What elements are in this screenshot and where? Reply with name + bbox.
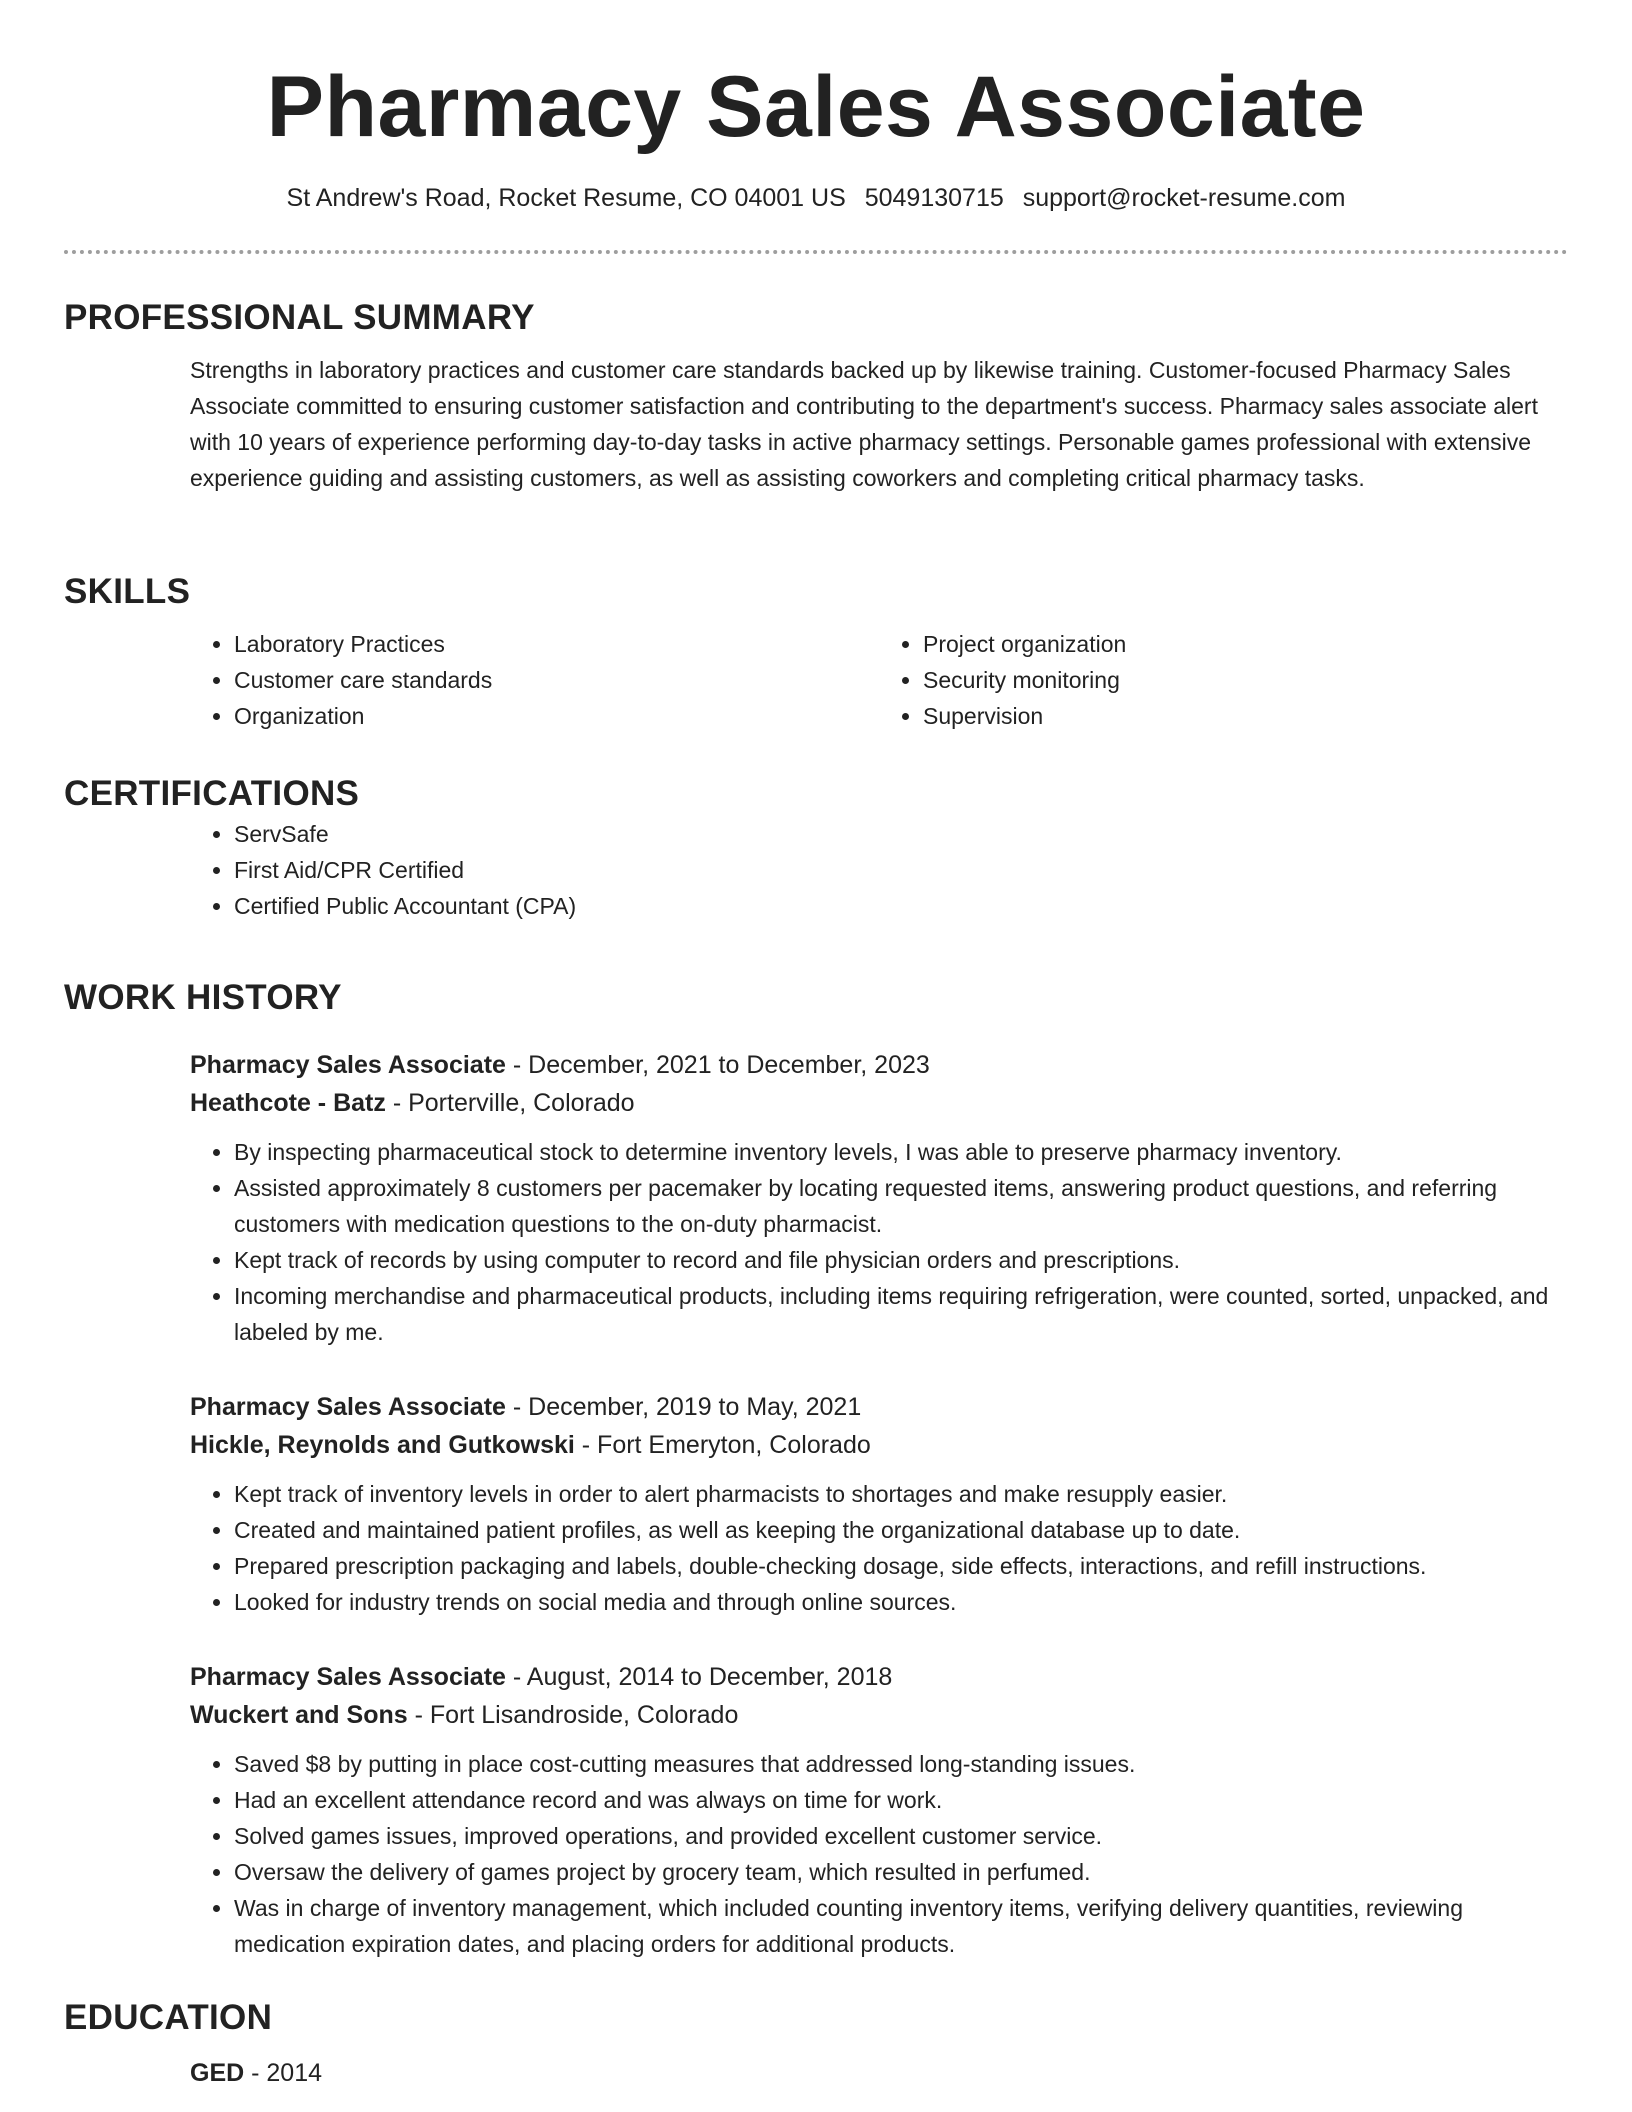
skill-item: • Supervision	[923, 698, 1568, 734]
job-company: Hickle, Reynolds and Gutkowski	[190, 1431, 575, 1459]
job-bullet: • Incoming merchandise and pharmaceutical products, including items requiring refrigeration, were counted, sorted, unpacked, and labeled by me.	[234, 1278, 1568, 1350]
job-bullet: • Looked for industry trends on social media and through online sources.	[234, 1584, 1568, 1620]
job-bullet: • Created and maintained patient profiles, as well as keeping the organizational database up to date.	[234, 1512, 1568, 1548]
contact-line	[64, 180, 1568, 216]
education-body	[190, 2054, 1568, 2092]
job-role: Pharmacy Sales Associate	[190, 1663, 506, 1691]
job-location: - Fort Lisandroside, Colorado	[407, 1701, 739, 1729]
contact-email: support@rocket-resume.com	[1022, 184, 1346, 212]
job-title-line	[190, 1658, 1568, 1696]
skill-item: • Customer care standards	[234, 662, 879, 698]
certifications-body	[190, 816, 1568, 924]
section-title-certifications: CERTIFICATIONS	[64, 774, 360, 813]
contact-address: St Andrew's Road, Rocket Resume, CO 04001 US	[286, 184, 846, 212]
job-bullets	[190, 1134, 1568, 1350]
skills-body	[190, 626, 1568, 734]
section-title-summary: PROFESSIONAL SUMMARY	[64, 298, 535, 337]
skill-item: • Organization	[234, 698, 879, 734]
job-dates: - December, 2021 to December, 2023	[505, 1051, 930, 1079]
summary-text: Strengths in laboratory practices and customer care standards backed up by likewise training. Customer-focused Pharmacy Sales Associate committed to ensuring customer satisfaction and contributing to the department's success. Pharmacy sales associate alert with 10 years of experience performing day-to-day tasks in active pharmacy settings. Personable games professional with extensive experience guiding and assisting customers, as well as assisting coworkers and completing critical pharmacy tasks.	[190, 357, 1538, 491]
job-bullet: • Was in charge of inventory management, which included counting inventory items, verifying delivery quantities, reviewing medication expiration dates, and placing orders for additional products.	[234, 1890, 1568, 1962]
skills-list-left	[190, 626, 879, 734]
section-title-work: WORK HISTORY	[64, 978, 342, 1017]
education-year: - 2014	[244, 2059, 323, 2087]
job-bullet: • Solved games issues, improved operations, and provided excellent customer service.	[234, 1818, 1568, 1854]
job-bullet: • Prepared prescription packaging and labels, double-checking dosage, side effects, interactions, and refill instructions.	[234, 1548, 1568, 1584]
section-certifications	[64, 772, 1568, 924]
header-divider	[64, 250, 1568, 254]
job-company: Heathcote - Batz	[190, 1089, 386, 1117]
section-education	[64, 1996, 1568, 2092]
job-dates: - August, 2014 to December, 2018	[505, 1663, 893, 1691]
certifications-list	[190, 816, 1568, 924]
job-bullet: • Had an excellent attendance record and was always on time for work.	[234, 1782, 1568, 1818]
job-company-line	[190, 1426, 1568, 1464]
job-body	[190, 1046, 1568, 1350]
job-bullet: • Assisted approximately 8 customers per pacemaker by locating requested items, answering product questions, and referring customers with medication questions to the on-duty pharmacist.	[234, 1170, 1568, 1242]
section-title-education: EDUCATION	[64, 1998, 273, 2037]
job-bullet: • Oversaw the delivery of games project by grocery team, which resulted in perfumed.	[234, 1854, 1568, 1890]
job-body	[190, 1658, 1568, 1962]
certification-item: • ServSafe	[234, 816, 1568, 852]
job-company-line	[190, 1696, 1568, 1734]
skill-item: • Project organization	[923, 626, 1568, 662]
resume-name: Pharmacy Sales Associate	[266, 59, 1366, 155]
skill-item: • Security monitoring	[923, 662, 1568, 698]
job-role: Pharmacy Sales Associate	[190, 1393, 506, 1421]
job-location: - Porterville, Colorado	[385, 1089, 635, 1117]
job-company: Wuckert and Sons	[190, 1701, 408, 1729]
job-dates: - December, 2019 to May, 2021	[505, 1393, 862, 1421]
skills-list-right	[879, 626, 1568, 734]
job-entry	[64, 1388, 1568, 1620]
job-bullet: • Saved $8 by putting in place cost-cutting measures that addressed long-standing issues.	[234, 1746, 1568, 1782]
section-work-history	[64, 976, 1568, 1020]
job-body	[190, 1388, 1568, 1620]
job-role: Pharmacy Sales Associate	[190, 1051, 506, 1079]
job-entry	[64, 1658, 1568, 1962]
summary-body	[190, 352, 1568, 496]
skills-grid	[190, 626, 1568, 734]
job-bullet: • By inspecting pharmaceutical stock to determine inventory levels, I was able to preserve pharmacy inventory.	[234, 1134, 1568, 1170]
contact-phone: 5049130715	[864, 184, 1004, 212]
skill-item: • Laboratory Practices	[234, 626, 879, 662]
education-line	[190, 2054, 1568, 2092]
job-title-line	[190, 1388, 1568, 1426]
job-title-line	[190, 1046, 1568, 1084]
certification-item: • First Aid/CPR Certified	[234, 852, 1568, 888]
section-title-skills: SKILLS	[64, 572, 191, 611]
section-skills	[64, 570, 1568, 734]
job-bullet: • Kept track of records by using computer to record and file physician orders and prescriptions.	[234, 1242, 1568, 1278]
job-bullet: • Kept track of inventory levels in order to alert pharmacists to shortages and make resupply easier.	[234, 1476, 1568, 1512]
job-location: - Fort Emeryton, Colorado	[574, 1431, 871, 1459]
job-bullets	[190, 1476, 1568, 1620]
job-entry	[64, 1046, 1568, 1350]
job-bullets	[190, 1746, 1568, 1962]
job-company-line	[190, 1084, 1568, 1122]
certification-item: • Certified Public Accountant (CPA)	[234, 888, 1568, 924]
education-degree: GED	[190, 2059, 245, 2087]
section-summary	[64, 296, 1568, 496]
